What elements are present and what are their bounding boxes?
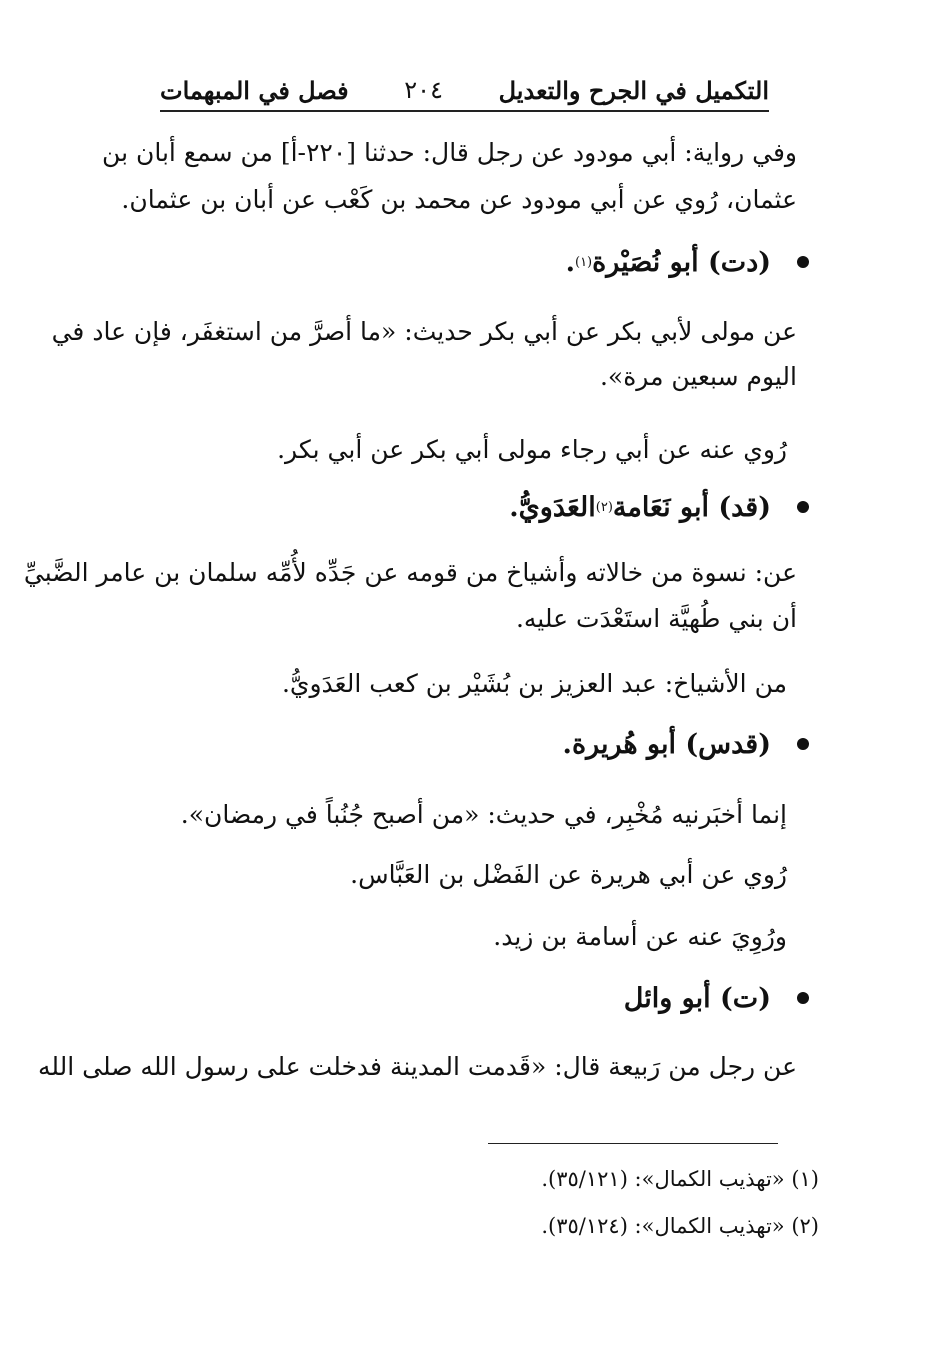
entry-name: (قد) أبو نَعَامة [612,491,771,523]
bullet-icon [797,256,809,268]
footnote: (٢) «تهذيب الكمال»: (٣٥/١٢٤). [541,1214,819,1238]
paragraph-line: رُوي عن أبي هريرة عن الفَضْل بن العَبَّاس. [350,860,787,889]
paragraph-line: من الأشياخ: عبد العزيز بن بُشَيْر بن كعب العَدَويُّ. [281,669,787,698]
section-title: فصل في المبهمات [160,75,349,105]
entry-heading [300,976,809,1020]
paragraph-line: رُوي عنه عن أبي رجاء مولى أبي بكر عن أبي بكر. [277,435,787,464]
paragraph-line: عن مولى لأبي بكر عن أبي بكر حديث: «ما أصرَّ من استغفَر، فإن عاد في [51,317,797,346]
footnote-marker: (١) [574,254,593,270]
paragraph-line: إنما أخبَرنيه مُخْبِر، في حديث: «من أصبح جُنُباً في رمضان». [180,800,787,829]
paragraph-line: وفي رواية: أبي مودود عن رجل قال: حدثنا [٢٢٠-أ] من سمع أبان بن [102,138,797,167]
bullet-icon [797,738,809,750]
entry-name-suffix: العَدَويُّ. [509,491,596,523]
entry-heading: (دت) أبو نُصَيْرة (١) . [300,240,809,284]
paragraph-line: عثمان، رُوي عن أبي مودود عن محمد بن كَعْب عن أبان بن عثمان. [121,185,797,214]
footnote: (١) «تهذيب الكمال»: (٣٥/١٢١). [541,1167,819,1191]
running-header [160,70,769,112]
footnote-separator [488,1143,778,1144]
paragraph-line: ورُوِيَ عنه عن أسامة بن زيد. [493,922,787,951]
bullet-icon [797,501,809,513]
entry-name: (ت) أبو وائل [623,982,771,1014]
entry-heading [300,722,809,766]
entry-name: (دت) أبو نُصَيْرة [592,246,771,278]
entry-name: (قدس) أبو هُريرة. [562,728,771,760]
page-number: ٢٠٤ [404,76,443,104]
paragraph-line: عن رجل من رَبيعة قال: «قَدمت المدينة فدخلت على رسول الله صلى الله [37,1052,797,1081]
paragraph-line: عن: نسوة من خالاته وأشياخ من قومه عن جَدِّه لأُمِّه سلمان بن عامر الضَّبيِّ [23,558,797,587]
book-title: التكميل في الجرح والتعديل [498,75,769,105]
paragraph-line: اليوم سبعين مرة». [599,362,797,391]
entry-heading [300,485,809,529]
paragraph-line: أن بني طُهيَّة استَعْدَت عليه. [515,604,797,633]
bullet-icon [797,992,809,1004]
footnote-marker: (٢) [595,499,613,515]
